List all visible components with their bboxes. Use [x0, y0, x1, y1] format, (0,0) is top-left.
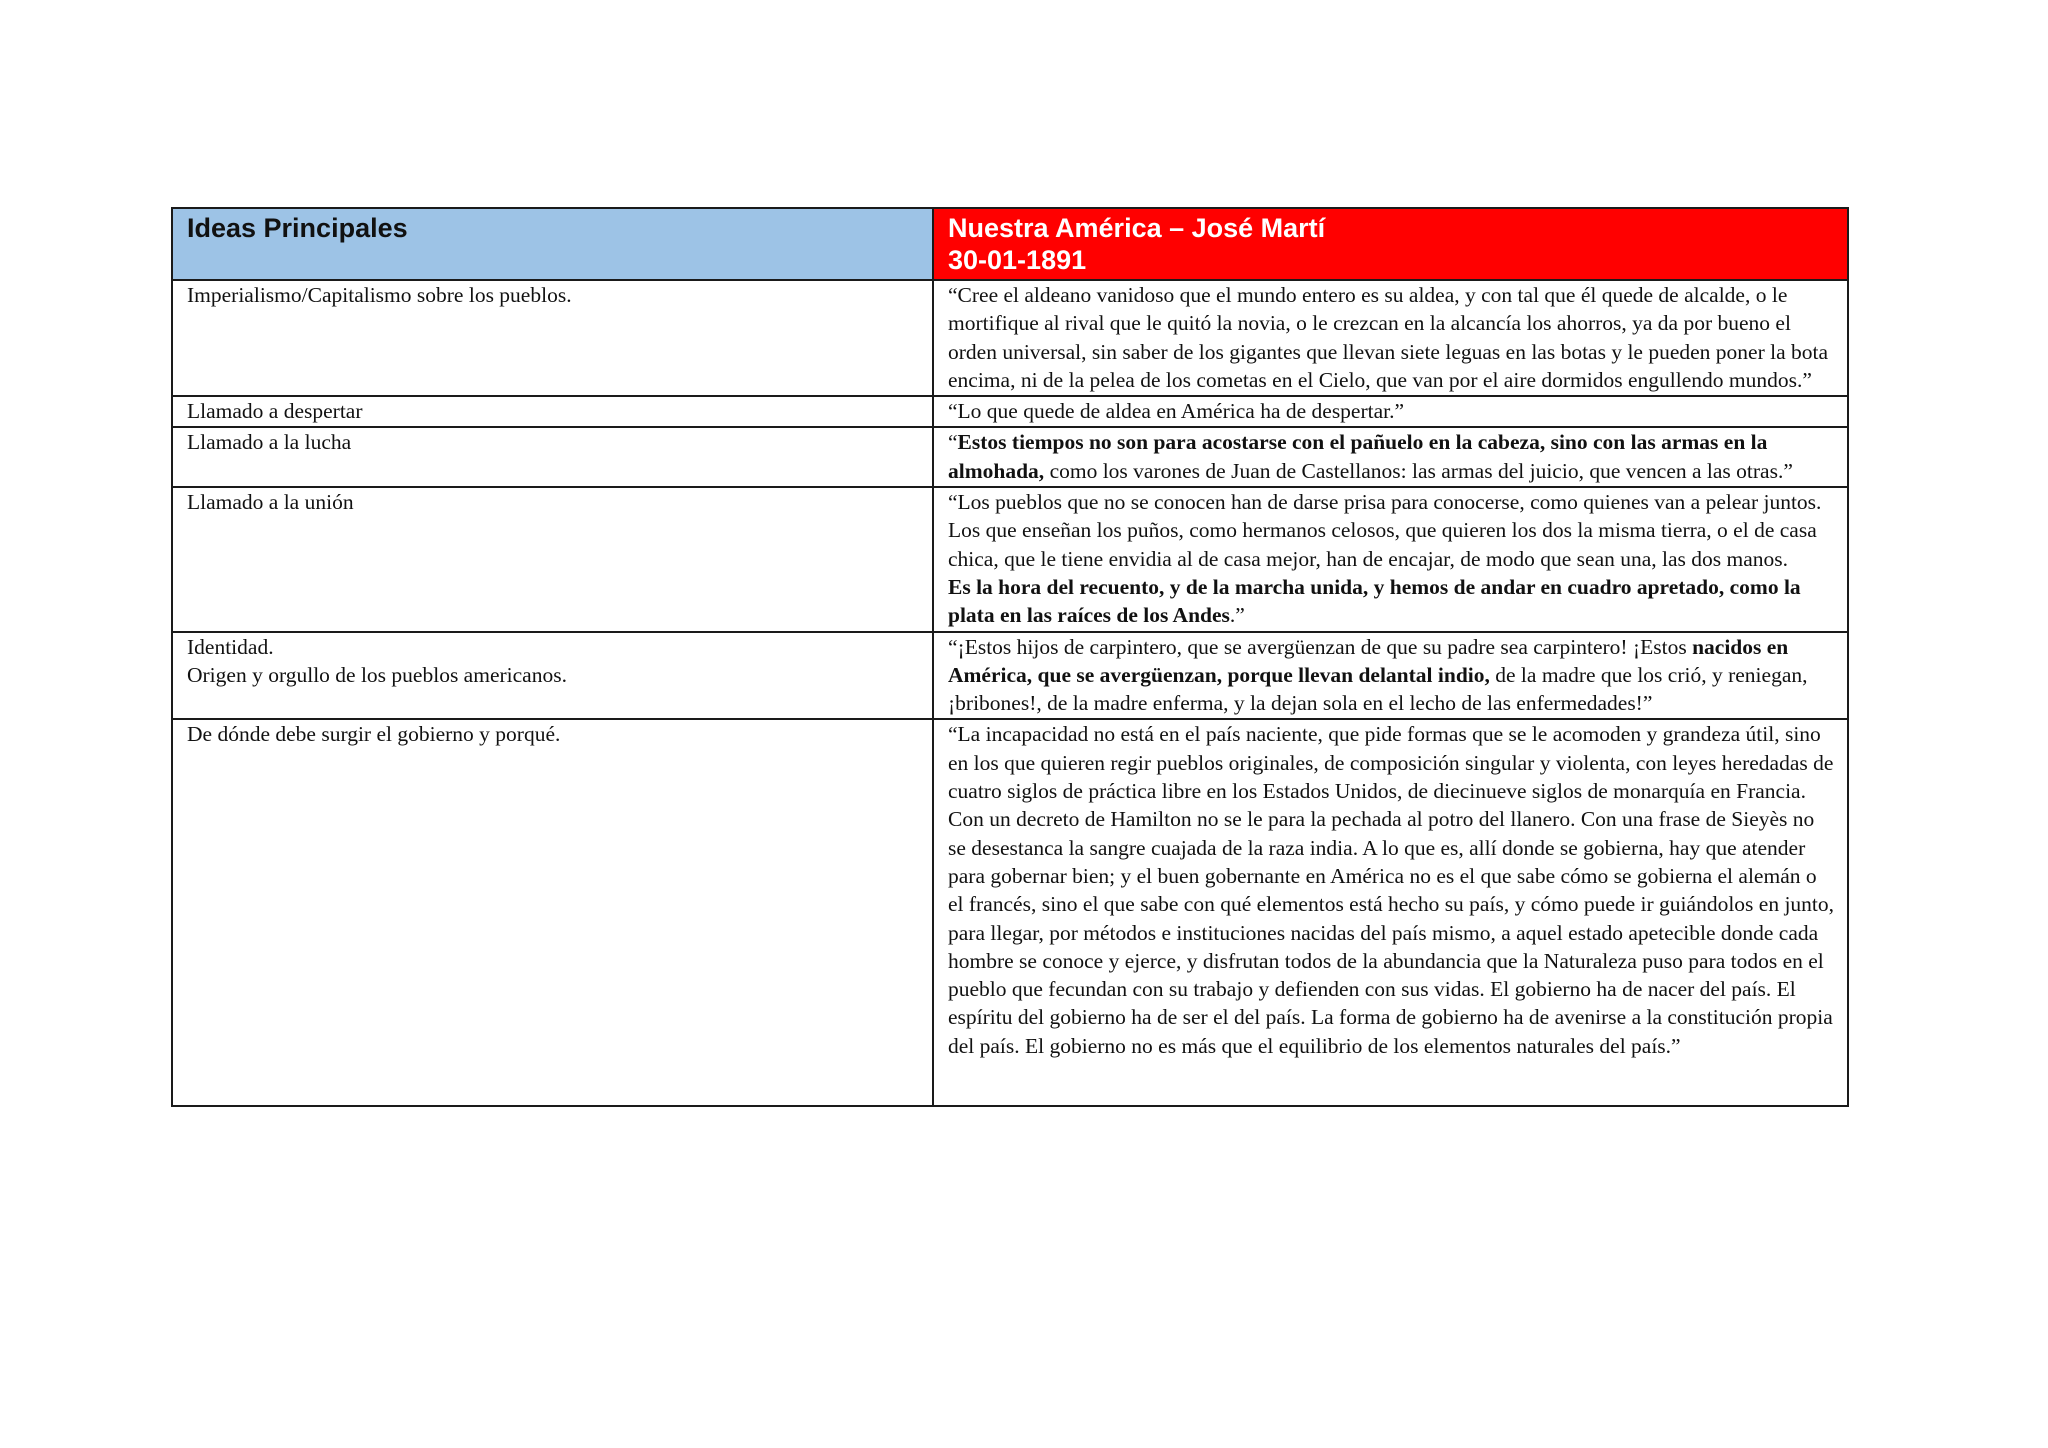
idea-cell: Llamado a la unión	[172, 487, 933, 631]
quote-end-text: .”	[1229, 603, 1245, 628]
quote-bold-text: Es la hora del recuento, y de la marcha unida, y hemos de andar en cuadro apretado, como la plata en las raíces de los Andes	[948, 574, 1801, 628]
quote-bold-text: Estos tiempos no son para acostarse con el pañuelo en la cabeza, sino con las armas en la almohada,	[948, 430, 1768, 483]
idea-line-identidad: Identidad.	[187, 634, 274, 659]
header-ideas-principales: Ideas Principales	[172, 208, 933, 280]
table-row	[172, 719, 1848, 1106]
idea-cell: Llamado a la lucha	[172, 427, 933, 487]
source-title: Nuestra América – José Martí	[948, 213, 1326, 243]
table-row	[172, 427, 1848, 487]
quote-rest-text: como los varones de Juan de Castellanos: las armas del juicio, que vencen a las otras.”	[1044, 458, 1793, 483]
document-page	[171, 207, 1847, 1107]
quote-plain-text: “Los pueblos que no se conocen han de darse prisa para conocerse, como quienes van a pelear juntos. Los que enseñan los puños, como hermanos celosos, que quieren los dos la misma tierra, o el de casa chica, que le tiene envidia al de casa mejor, han de encajar, de modo que sean una, las dos manos.	[948, 490, 1822, 571]
quote-open-mark: “	[948, 430, 958, 455]
quote-cell: “La incapacidad no está en el país naciente, que pide formas que se le acomoden y grandeza útil, sino en los que quieren regir pueblos originales, de composición singular y violenta, con leyes heredadas de cuatro siglos de práctica libre en los Estados Unidos, de diecinueve siglos de monarquía en Francia. Con un decreto de Hamilton no se le para la pechada al potro del llanero. Con una frase de Sieyès no se desestanca la sangre cuajada de la raza india. A lo que es, allí donde se gobierna, hay que atender para gobernar bien; y el buen gobernante en América no es el que sabe cómo se gobierna el alemán o el francés, sino el que sabe con qué elementos está hecho su país, y cómo puede ir guiándolos en junto, para llegar, por métodos e instituciones nacidas del país mismo, a aquel estado apetecible donde cada hombre se conoce y ejerce, y disfrutan todos de la abundancia que la Naturaleza puso para todos en el pueblo que fecundan con su trabajo y defienden con sus vidas. El gobierno ha de nacer del país. El espíritu del gobierno ha de ser el del país. La forma de gobierno ha de avenirse a la constitución propia del país. El gobierno no es más que el equilibrio de los elementos naturales del país.”	[933, 719, 1848, 1106]
ideas-table	[171, 207, 1849, 1107]
quote-cell	[933, 427, 1848, 487]
idea-cell: De dónde debe surgir el gobierno y porqué.	[172, 719, 933, 1106]
quote-rest-text: de la madre que los crió, y reniegan, ¡bribones!, de la madre enferma, y la dejan sola en el lecho de las enfermedades!”	[948, 662, 1808, 716]
table-row	[172, 280, 1848, 396]
idea-cell	[172, 632, 933, 720]
source-date: 30-01-1891	[948, 245, 1087, 275]
quote-cell: “Lo que quede de aldea en América ha de despertar.”	[933, 396, 1848, 427]
table-row	[172, 396, 1848, 427]
quote-cell	[933, 632, 1848, 720]
quote-bold-text: nacidos en América, que se avergüenzan, porque llevan delantal indio,	[948, 634, 1789, 687]
quote-cell: “Cree el aldeano vanidoso que el mundo entero es su aldea, y con tal que él quede de alcalde, o le mortifique al rival que le quitó la novia, o le crezcan en la alcancía los ahorros, ya da por bueno el orden universal, sin saber de los gigantes que llevan siete leguas en las botas y le pueden poner la bota encima, ni de la pelea de los cometas en el Cielo, que van por el aire dormidos engullendo mundos.”	[933, 280, 1848, 396]
quote-cell	[933, 487, 1848, 631]
idea-line-origen: Origen y orgullo de los pueblos americanos.	[187, 662, 567, 687]
idea-cell: Llamado a despertar	[172, 396, 933, 427]
quote-start-text: “¡Estos hijos de carpintero, que se avergüenzan de que su padre sea carpintero! ¡Estos	[948, 634, 1693, 659]
table-header-row	[172, 208, 1848, 280]
idea-cell: Imperialismo/Capitalismo sobre los pueblos.	[172, 280, 933, 396]
table-row	[172, 632, 1848, 720]
header-source-title	[933, 208, 1848, 280]
table-row	[172, 487, 1848, 631]
